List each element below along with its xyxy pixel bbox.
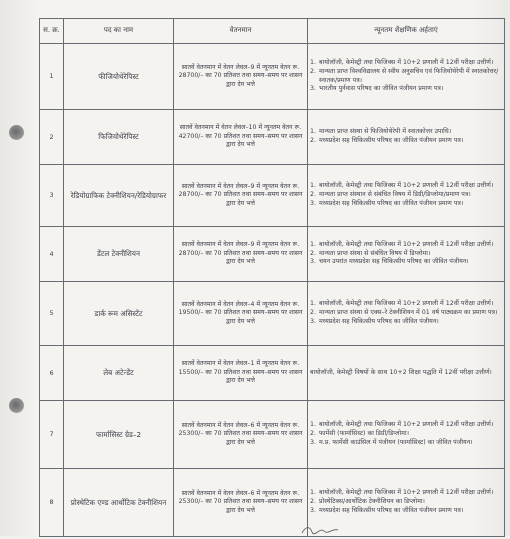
qualification-item [310, 439, 502, 448]
item-number: 2. [310, 249, 317, 257]
cell-pay: सातवें वेतनमान में वेतन लेवल–9 में न्यूनतम वेतन रू. 28700/– का 70 प्रतिशत तथा समय–समय पर शासन द्वारा देय भत्ते [174, 44, 308, 110]
qualification-list [310, 182, 502, 208]
item-text: मान्यता प्राप्त संस्था से एक्स–रे टेक्नीशियन में 01 वर्ष पाठ्यक्रम का प्रमाण पत्र। [319, 309, 498, 317]
cell-pay: सातवें वेतनमान में वेतन लेवल–1 में न्यूनतम वेतन रू. 15500/– का 70 प्रतिशत तथा समय–समय पर शासन द्वारा देय भत्ते [174, 346, 308, 401]
table-row [40, 110, 505, 165]
cell-qualification [308, 165, 505, 227]
item-number: 3. [310, 258, 317, 266]
cell-pay: सातवें वेतनमान में वेतन लेवल–6 में न्यूनतम वेतन रू. 25300/– का 70 प्रतिशत तथा समय–समय पर शासन द्वारा देय भत्ते [174, 469, 308, 537]
cell-qualification [308, 227, 505, 282]
cell-post: रेडियोग्राफिक टेक्नीशियन/रेडियोग्राफर [64, 165, 174, 227]
qualification-item [310, 85, 502, 94]
table-body [40, 44, 505, 537]
header-sr: स. क्र. [40, 19, 64, 44]
item-number: 1. [310, 421, 317, 429]
table-row [40, 401, 505, 469]
item-number: 1. [310, 300, 317, 308]
qualification-item [310, 507, 502, 516]
table-row [40, 44, 505, 110]
item-number: 2. [310, 137, 317, 144]
item-text: बायोलॉजी, केमेस्ट्री तथा फिजिक्स में 10+2 प्रणाली में 12वीं परीक्षा उत्तीर्ण। [319, 300, 494, 308]
cell-post: फार्मासिस्ट ग्रेड–2 [64, 401, 174, 469]
item-text: म.प्र. फार्मेसी काउंसिल में पंजीयन (फार्मासिस्ट) का जीवित पंजीयन। [319, 438, 473, 446]
cell-post: फिजियोथेरेपिस्ट [64, 110, 174, 165]
item-text: चयन उपरांत मध्यप्रदेश सह चिकित्सीय परिषद का जीवित पंजीयन। [319, 258, 469, 266]
table-row [40, 346, 505, 401]
cell-qualification [308, 44, 505, 110]
qualification-list [310, 128, 502, 145]
qualification-list [310, 300, 502, 326]
item-text: बायोलॉजी, केमेस्ट्री तथा फिजिक्स में 10+2 प्रणाली में 12वीं परीक्षा उत्तीर्ण। [319, 182, 494, 190]
item-text: मान्यता प्राप्त संस्था से फिजियोथेरेपी में स्नातकोत्तर उपाधि। [319, 128, 452, 136]
qualification-item [310, 258, 502, 267]
item-text: बायोलॉजी, केमेस्ट्री तथा फिजिक्स में 10+2 प्रणाली में 12वीं परीक्षा उत्तीर्ण। [319, 421, 494, 429]
cell-post: डेंटल टेक्नीशियन [64, 227, 174, 282]
item-number: 2. [310, 67, 317, 75]
qualification-item [310, 68, 502, 85]
item-text: बायोलॉजी, केमेस्ट्री तथा फिजिक्स में 10+2 प्रणाली में 12वीं परीक्षा उत्तीर्ण। [319, 59, 494, 67]
item-number: 1. [310, 128, 317, 136]
qualification-item [310, 137, 502, 146]
table-row [40, 469, 505, 537]
qualification-item [310, 309, 502, 318]
item-text: प्रोस्थेटिक्स/आर्थोटिक टेक्नीशियन का डिप्लोमा। [319, 498, 425, 506]
cell-sr: 6 [40, 346, 64, 401]
cell-qualification [308, 282, 505, 346]
cell-pay: सातवें वेतनमान में वेतन लेवल–9 में न्यूनतम वेतन रू. 28700/– का 70 प्रतिशत तथा समय–समय पर शासन द्वारा देय भत्ते [174, 165, 308, 227]
cell-pay: सातवें वेतनमान में वेतन लेवल–9 में न्यूनतम वेतन रू. 28700/– का 70 प्रतिशत तथा समय–समय पर शासन द्वारा देय भत्ते [174, 227, 308, 282]
item-text: मध्यप्रदेश सह चिकित्सीय परिषद का जीवित पंजीयन प्रमाण पत्र। [319, 199, 464, 207]
item-number: 1. [310, 240, 317, 248]
qualification-item [310, 182, 502, 191]
qualification-item [310, 200, 502, 209]
cell-sr: 7 [40, 401, 64, 469]
cell-post: प्रोस्थेटिक एण्ड आर्थोटिक टेक्नीशियन [64, 469, 174, 537]
qualification-item [310, 489, 502, 498]
cell-sr: 2 [40, 110, 64, 165]
qualification-list [310, 59, 502, 94]
item-text: फार्मेसी (फार्मासिस्ट) का डिग्री/डिप्लोमा। [319, 430, 409, 438]
cell-pay: सातवें वेतनमान में वेतन लेवल–10 में न्यूनतम वेतन रू. 42700/– का 70 प्रतिशत तथा समय–समय पर शासन द्वारा देय भत्ते [174, 110, 308, 165]
cell-pay: सातवें वेतनमान में वेतन लेवल–6 में न्यूनतम वेतन रू. 25300/– का 70 प्रतिशत तथा समय–समय पर शासन द्वारा देय भत्ते [174, 401, 308, 469]
item-text: मध्यप्रदेश सह चिकित्सीय परिषद का जीवित पंजीयन। [319, 317, 439, 325]
cell-sr: 5 [40, 282, 64, 346]
item-number: 2. [310, 498, 317, 506]
item-text: मध्यप्रदेश सह चिकित्सीय परिषद का जीवित पंजीयन प्रमाण पत्र। [319, 506, 464, 514]
cell-sr: 8 [40, 469, 64, 537]
posts-table [39, 18, 505, 537]
qualification-list [310, 489, 502, 515]
punch-hole-top [9, 125, 24, 140]
signature-scribble [300, 524, 340, 539]
cell-post: फीजियोथेरेपिस्ट [64, 44, 174, 110]
item-number: 3. [310, 438, 317, 446]
item-text: मान्यता प्राप्त संस्था से संबंधित विषय में डिप्लोमा। [319, 249, 431, 257]
cell-sr: 4 [40, 227, 64, 282]
item-number: 2. [310, 309, 317, 317]
item-text: बायोलॉजी, केमेस्ट्री तथा फिजिक्स में 10+2 प्रणाली में 12वीं परीक्षा उत्तीर्ण। [319, 240, 494, 248]
header-pay: वेतनमान [174, 19, 308, 44]
table-row [40, 227, 505, 282]
qualification-item [310, 318, 502, 327]
item-text: मान्यता प्राप्त विश्वविद्यालय से स्वीय अनुसचिव एवं फिजियोथेरेपी में स्नातकोत्तर/स्नातक/प्रमाण पत्र। [319, 67, 499, 84]
qualification-list [310, 421, 502, 447]
cell-qualification [308, 110, 505, 165]
table-row [40, 282, 505, 346]
qualification-item [310, 128, 502, 137]
cell-sr: 3 [40, 165, 64, 227]
item-number: 1. [310, 59, 317, 67]
item-number: 2. [310, 191, 317, 199]
item-text: मध्यप्रदेश सह चिकित्सीय परिषद का जीवित पंजीयन प्रमाण पत्र। [319, 137, 464, 144]
item-number: 1. [310, 489, 317, 497]
item-number: 1. [310, 182, 317, 190]
table-header-row [40, 19, 505, 44]
item-number: 3. [310, 85, 317, 93]
cell-qualification [308, 401, 505, 469]
cell-post: लेब अटेन्डेंट [64, 346, 174, 401]
item-text: भारतीय पुर्नवास परिषद का जीवित पंजीयन प्रमाण पत्र। [319, 85, 444, 93]
item-number: 2. [310, 430, 317, 438]
header-qualification: न्यूनतम शैक्षणिक अर्हताएं [308, 19, 505, 44]
item-number: 3. [310, 506, 317, 514]
item-number: 3. [310, 317, 317, 325]
qualification-item [310, 59, 502, 68]
qualification-list [310, 241, 502, 267]
qualification-item [310, 300, 502, 309]
cell-pay: सातवें वेतनमान में वेतन लेवल–4 में न्यूनतम वेतन रू. 19500/– का 70 प्रतिशत तथा समय–समय पर शासन द्वारा देय भत्ते [174, 282, 308, 346]
item-number: 3. [310, 199, 317, 207]
cell-sr: 1 [40, 44, 64, 110]
qualification-item [310, 430, 502, 439]
qualification-item [310, 191, 502, 200]
item-text: मान्यता प्राप्त संस्थान से संबंधित विषय में डिग्री/डिप्लोमा/प्रमाण पत्र। [319, 191, 471, 199]
punch-hole-bottom [9, 398, 24, 413]
qualification-item [310, 498, 502, 507]
cell-qualification: बायोलॉजी, केमेस्ट्री विषयों के साथ 10+2 शिक्षा पद्धति में 12वीं परीक्षा उत्तीर्ण। [308, 346, 505, 401]
table-row [40, 165, 505, 227]
cell-post: डार्क रूम असिस्टेंट [64, 282, 174, 346]
item-text: बायोलॉजी, केमेस्ट्री तथा फिजिक्स में 10+2 प्रणाली में 12वीं परीक्षा उत्तीर्ण। [319, 489, 494, 497]
qualification-item [310, 421, 502, 430]
header-post: पद का नाम [64, 19, 174, 44]
qualification-item [310, 241, 502, 250]
